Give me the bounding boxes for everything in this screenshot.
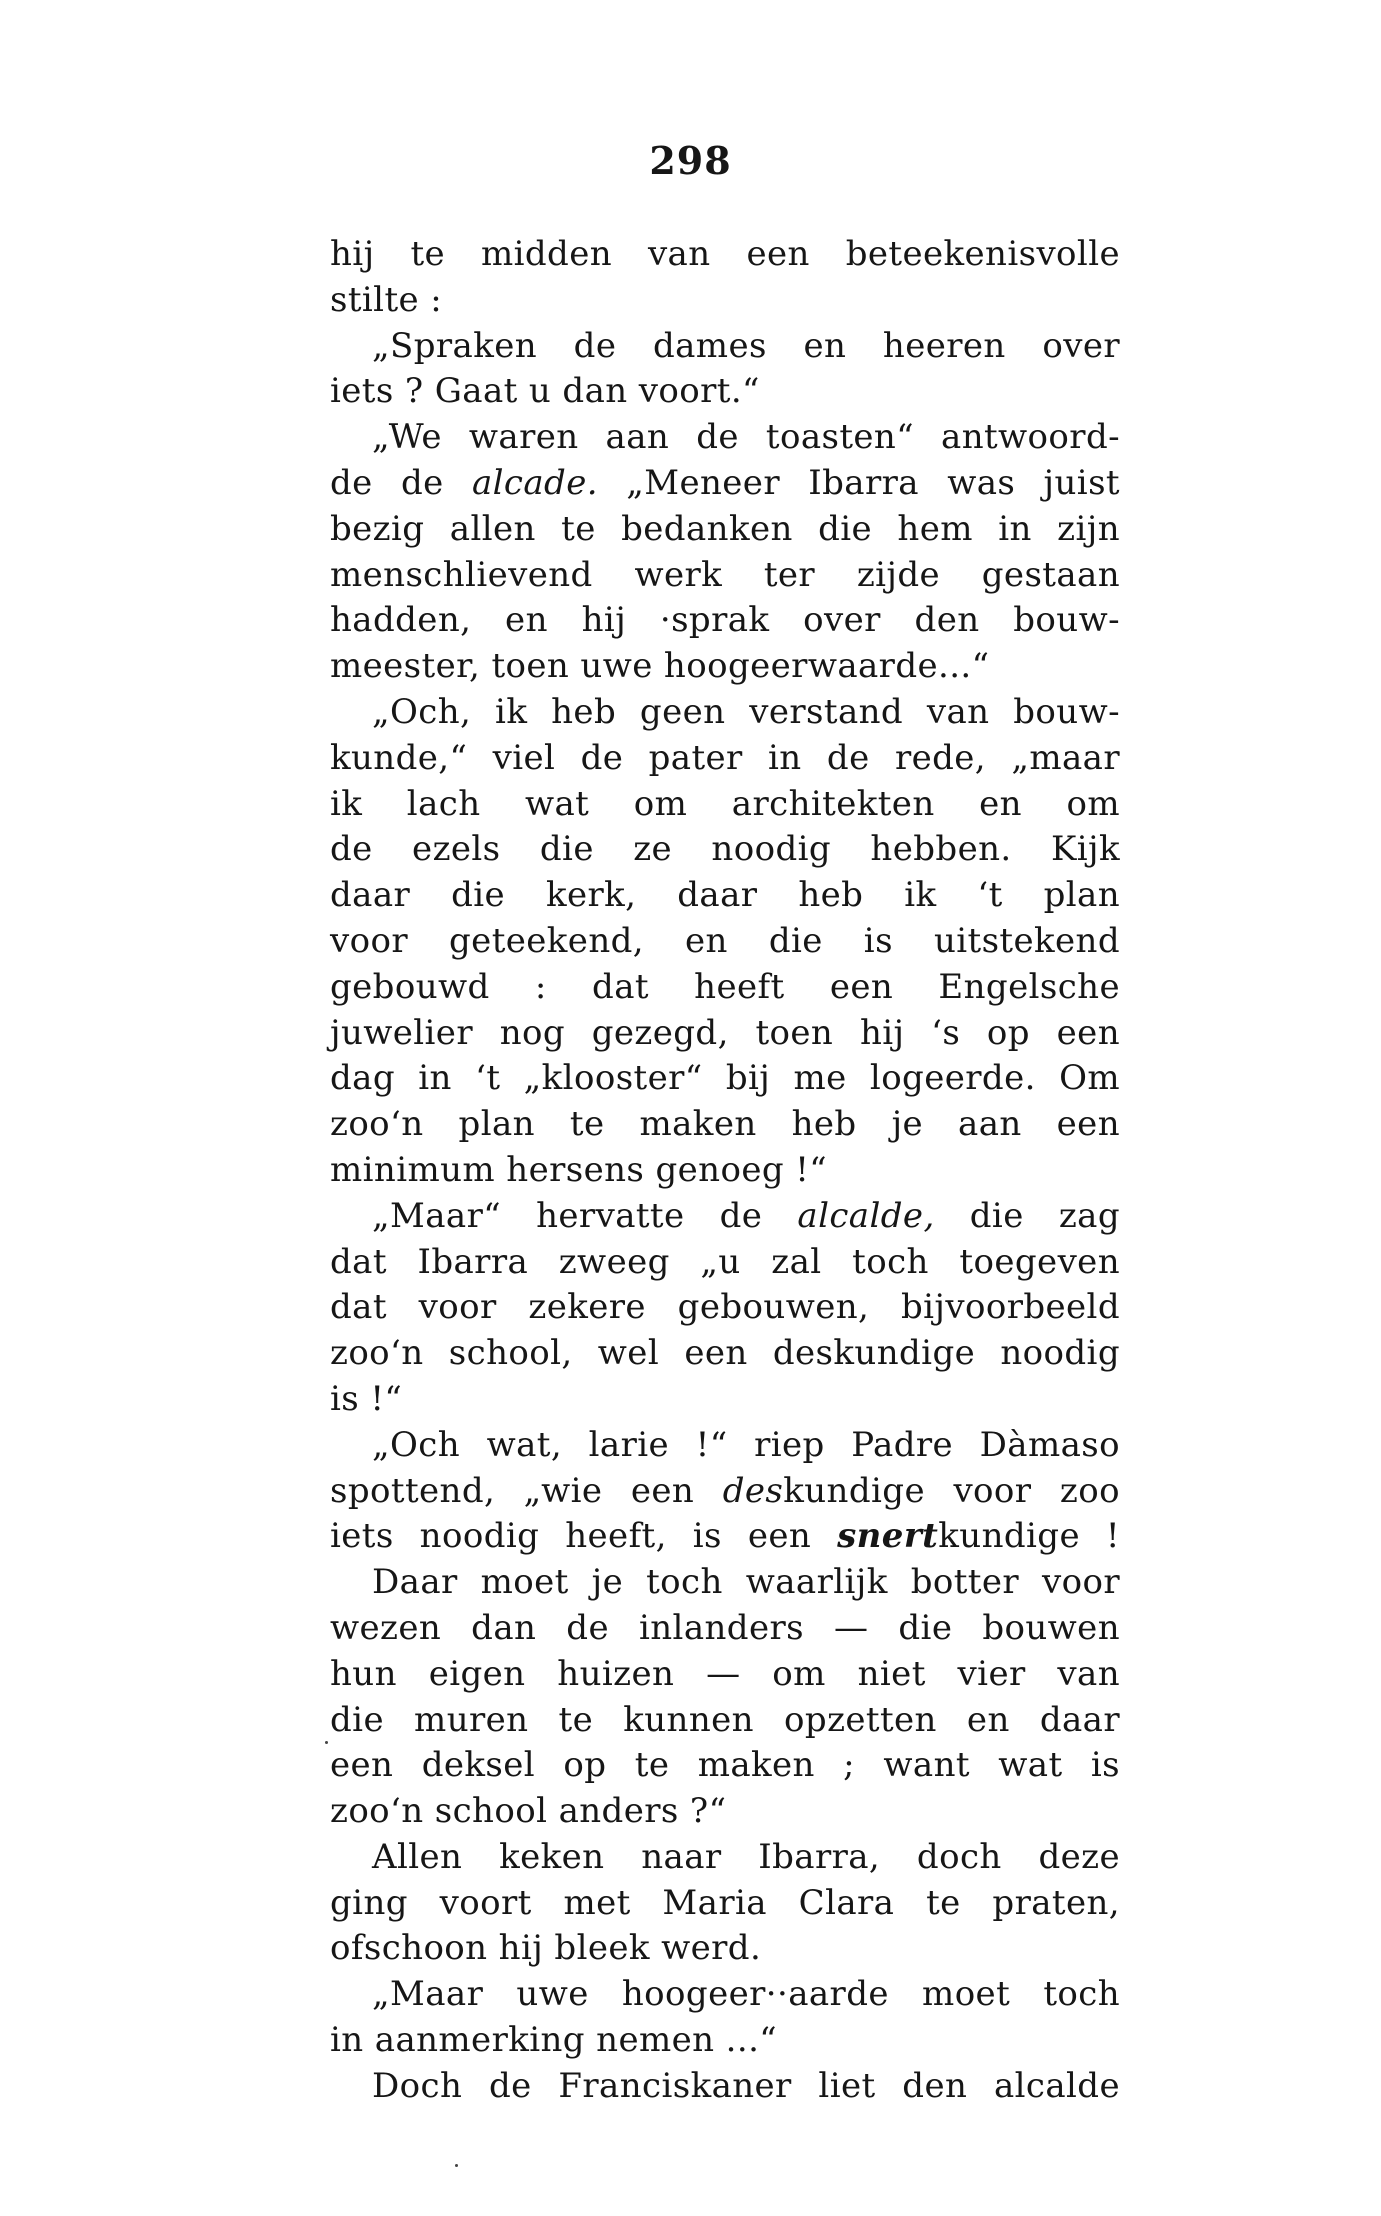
text-run: die zag	[934, 1195, 1120, 1236]
text-line: ik lach wat om architekten en om	[330, 783, 1120, 824]
text-line: ofschoon hij bleek werd.	[330, 1928, 762, 1969]
text-line: zoo‘n school anders ?“	[330, 1791, 727, 1832]
text-run: alcade.	[471, 462, 598, 503]
text-line: een deksel op te maken ; want wat is	[330, 1745, 1120, 1786]
text-run: kundige !	[938, 1516, 1120, 1557]
print-speck	[455, 2164, 458, 2167]
text-line: dat Ibarra zweeg „u zal toch toegeven	[330, 1241, 1120, 1282]
text-line: in aanmerking nemen ...“	[330, 2020, 778, 2061]
text-line: iets ? Gaat u dan voort.“	[330, 371, 760, 412]
text-line: Doch de Franciskaner liet den alcalde	[372, 2065, 1120, 2106]
print-speck	[325, 1741, 328, 1744]
text-line: menschlievend werk ter zijde gestaan	[330, 554, 1120, 595]
text-line: kunde,“ viel de pater in de rede, „maar	[330, 737, 1120, 778]
page-number: 298	[649, 138, 732, 183]
text-run: alcalde,	[797, 1195, 935, 1236]
text-line: „Och wat, larie !“ riep Padre Dàmaso	[372, 1424, 1120, 1465]
text-line: dat voor zekere gebouwen, bijvoorbeeld	[330, 1287, 1120, 1328]
text-run: des	[722, 1470, 784, 1511]
text-run: spottend, „wie een	[330, 1470, 723, 1511]
text-line: gebouwd : dat heeft een Engelsche	[330, 966, 1120, 1007]
text-line: stilte :	[330, 279, 443, 320]
body-text	[330, 232, 1120, 2110]
text-line: is !“	[330, 1378, 403, 1419]
text-line: zoo‘n plan te maken heb je aan een	[330, 1104, 1120, 1145]
text-line: „Spraken de dames en heeren over	[372, 325, 1120, 366]
text-line: voor geteekend, en die is uitstekend	[330, 920, 1120, 961]
text-line: de ezels die ze noodig hebben. Kijk	[330, 829, 1120, 870]
text-line: dag in ‘t „klooster“ bij me logeerde. Om	[330, 1058, 1120, 1099]
text-run: „Maar“ hervatte de	[372, 1195, 798, 1236]
text-line: wezen dan de inlanders — die bouwen	[330, 1607, 1120, 1648]
text-line: die muren te kunnen opzetten en daar	[330, 1699, 1120, 1740]
text-line: minimum hersens genoeg !“	[330, 1149, 828, 1190]
text-line	[330, 461, 1120, 507]
text-line	[330, 1514, 1120, 1560]
text-line: daar die kerk, daar heb ik ‘t plan	[330, 875, 1120, 916]
text-line: ging voort met Maria Clara te praten,	[330, 1882, 1120, 1923]
text-line: hij te midden van een beteekenisvolle	[330, 234, 1120, 274]
text-run: kundige voor zoo	[783, 1470, 1120, 1511]
text-line: juwelier nog gezegd, toen hij ‘s op een	[330, 1012, 1120, 1053]
text-line: hun eigen huizen — om niet vier van	[330, 1653, 1120, 1694]
text-line	[330, 1469, 1120, 1515]
text-line: meester, toen uwe hoogeerwaarde...“	[330, 646, 990, 687]
text-line: Allen keken naar Ibarra, doch deze	[372, 1836, 1120, 1877]
text-run: iets noodig heeft, is een	[330, 1516, 838, 1557]
text-line: zoo‘n school, wel een deskundige noodig	[330, 1333, 1120, 1374]
text-line: „We waren aan de toasten“ antwoord-	[372, 417, 1120, 458]
text-run: de de	[330, 462, 472, 503]
text-run: „Meneer Ibarra was juist	[597, 462, 1120, 503]
text-line: bezig allen te bedanken die hem in zijn	[330, 508, 1120, 549]
text-line: „Maar uwe hoogeer··aarde moet toch	[372, 1974, 1120, 2015]
text-line: Daar moet je toch waarlijk botter voor	[372, 1562, 1120, 1603]
text-run: snert	[837, 1516, 939, 1557]
text-line	[330, 1194, 1120, 1240]
text-line: „Och, ik heb geen verstand van bouw-	[372, 691, 1120, 732]
text-line: hadden, en hij ·sprak over den bouw-	[330, 600, 1120, 641]
